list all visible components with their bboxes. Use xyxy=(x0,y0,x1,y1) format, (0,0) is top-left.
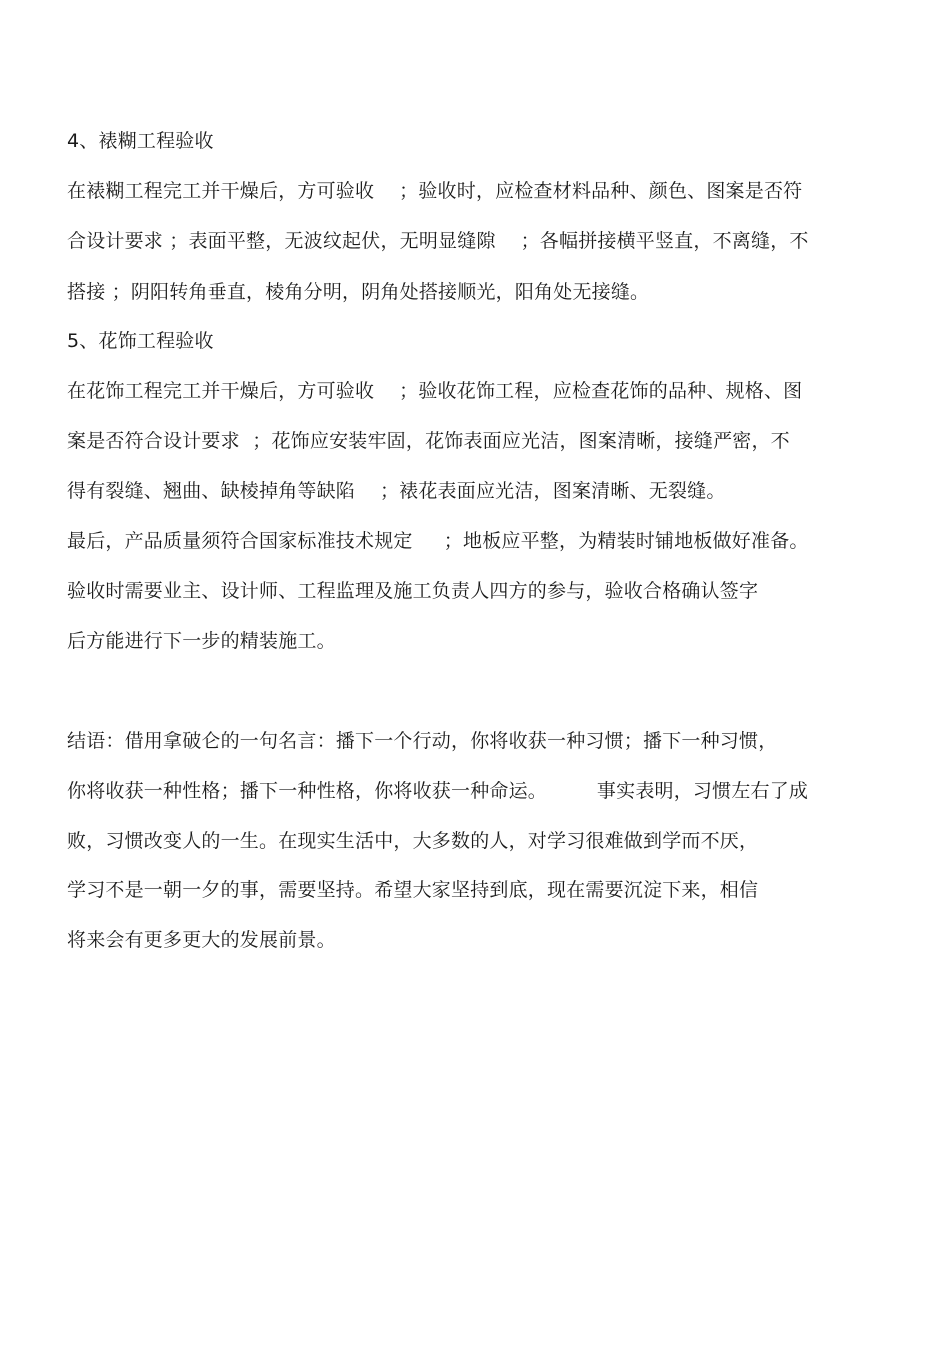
final-line-3: 后方能进行下一步的精装施工。 xyxy=(67,630,336,652)
section-5-line-3: 得有裂缝、翘曲、缺棱掉角等缺陷 ；裱花表面应光洁，图案清晰、无裂缝。 xyxy=(67,480,726,502)
section-4-line-2: 合设计要求 ；表面平整，无波纹起伏，无明显缝隙 ；各幅拼接横平竖直，不离缝，不 xyxy=(67,230,809,252)
final-line-1: 最后，产品质量须符合国家标准技术规定 ；地板应平整，为精装时铺地板做好准备。 xyxy=(67,530,809,552)
conclusion-line-5: 将来会有更多更大的发展前景。 xyxy=(67,929,336,951)
section-5-line-1: 在花饰工程完工并干燥后，方可验收 ；验收花饰工程，应检查花饰的品种、规格、图 xyxy=(67,380,803,402)
conclusion-line-1: 结语：借用拿破仑的一句名言：播下一个行动，你将收获一种习惯；播下一种习惯， xyxy=(67,730,778,752)
section-4-line-1: 在裱糊工程完工并干燥后，方可验收 ；验收时，应检查材料品种、颜色、图案是否符 xyxy=(67,180,803,202)
conclusion-line-2: 你将收获一种性格；播下一种性格，你将收获一种命运。 事实表明，习惯左右了成 xyxy=(67,780,809,802)
final-line-2: 验收时需要业主、设计师、工程监理及施工负责人四方的参与，验收合格确认签字 xyxy=(67,580,759,602)
conclusion-line-3: 败，习惯改变人的一生。在现实生活中，大多数的人，对学习很难做到学而不厌， xyxy=(67,830,759,852)
conclusion-line-4: 学习不是一朝一夕的事，需要坚持。希望大家坚持到底，现在需要沉淀下来，相信 xyxy=(67,879,759,901)
section-4-line-3: 搭接 ；阴阳转角垂直，棱角分明，阴角处搭接顺光，阳角处无接缝。 xyxy=(67,281,650,303)
section-5-heading: 5、花饰工程验收 xyxy=(67,330,214,352)
section-5-line-2: 案是否符合设计要求 ；花饰应安装牢固，花饰表面应光洁，图案清晰，接缝严密，不 xyxy=(67,430,790,452)
section-4-heading: 4、裱糊工程验收 xyxy=(67,130,214,152)
